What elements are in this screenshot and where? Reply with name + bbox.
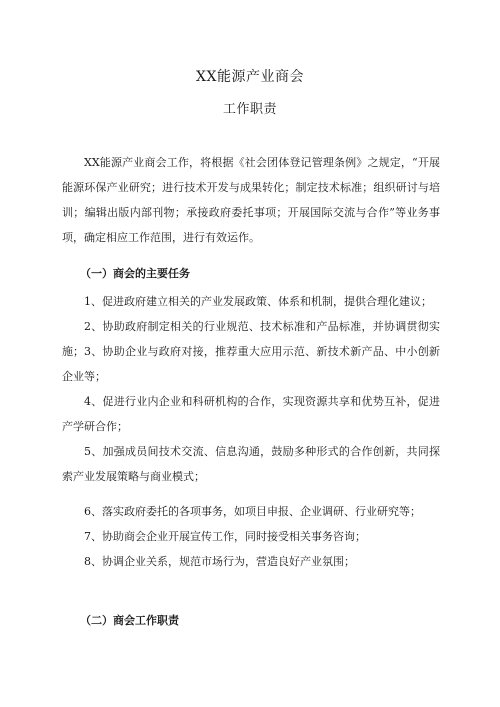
intro-paragraph: XX能源产业商会工作，将根据《社会团体登记管理条例》之规定，“开展能源环保产业研究；进行技术开发与成果转化；制定技术标准；组织研讨与培训；编辑出版内部刊物；承接政府委托事项；开展国际交流与合作”等业务事项，确定相应工作范围，进行有效运作。 (62, 156, 440, 244)
document-subtitle: 工作职责 (222, 102, 277, 117)
section-heading-main-tasks: （一）商会的主要任务 (80, 267, 190, 280)
task-item-6: 6、落实政府委托的各项事务，如项目申报、企业调研、行业研究等； (84, 505, 421, 518)
task-item-3: 3、协助企业与政府对接，推荐重大应用示范、新技术新产品、中小创新企业等； (62, 345, 440, 383)
task-item-7: 7、协助商会企业开展宣传工作，同时接受相关事务咨询； (84, 530, 366, 543)
section-heading-work-duties: （二）商会工作职责 (80, 614, 179, 627)
task-item-4: 4、促进行业内企业和科研机构的合作，实现资源共享和优势互补，促进产学研合作； (62, 395, 440, 433)
task-item-5: 5、加强成员间技术交流、信息沟通，鼓励多种形式的合作创新，共同探索产业发展策略与商业模式； (62, 445, 440, 483)
task-item-1: 1、促进政府建立相关的产业发展政策、体系和机制，提供合理化建议； (84, 295, 432, 308)
document-title: XX能源产业商会 (196, 69, 304, 85)
task-item-8: 8、协调企业关系，规范市场行为，营造良好产业氛围； (84, 555, 355, 568)
task-item-2: 2、协助政府制定相关的行业规范、技术标准和产品标准，并协调贯彻实施； (62, 320, 440, 358)
